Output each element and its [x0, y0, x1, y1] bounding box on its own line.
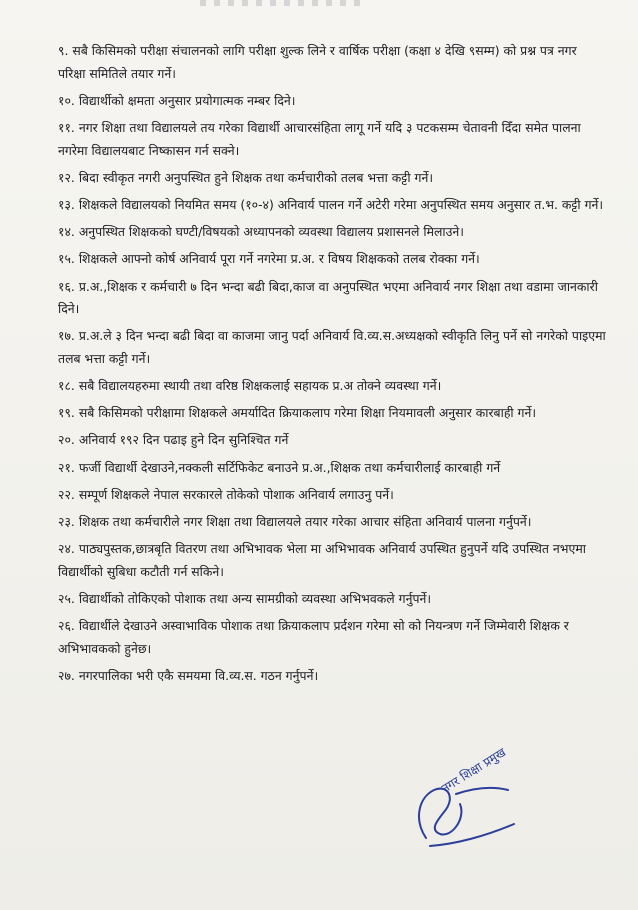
list-item: २५. विद्यार्थीको तोकिएको पोशाक तथा अन्य सामग्रीको व्यवस्था अभिभवकले गर्नुपर्ने। [58, 590, 432, 606]
rules-list [58, 40, 606, 692]
list-item: २२. सम्पूर्ण शिक्षकले नेपाल सरकारले तोकेको पोशाक अनिवार्य लगाउनु पर्ने। [58, 486, 394, 502]
top-bleed-through [200, 0, 360, 6]
list-item: १३. शिक्षकले विद्यालयको नियमित समय (१०-४) अनिवार्य पालन गर्ने अटेरी गरेमा अनुपस्थित समय अनुसार त.भ. कट्टी गर्ने। [58, 196, 604, 212]
list-item: १६. प्र.अ.,शिक्षक र कर्मचारी ७ दिन भन्दा बढी बिदा,काज वा अनुपस्थित भएमा अनिवार्य नगर शिक्षा तथा वडामा जानकारी दिने। [58, 278, 598, 317]
list-item: १७. प्र.अ.ले ३ दिन भन्दा बढी बिदा वा काजमा जानु पर्दा अनिवार्य वि.व्य.स.अध्यक्षको स्वीकृति लिनु पर्ने सो नगरेको पाइएमा तलब भत्ता कट्टी गर्ने। [58, 328, 606, 366]
list-item: १०. विद्यार्थीको क्षमता अनुसार प्रयोगात्मक नम्बर दिने। [58, 92, 296, 108]
list-item: २०. अनिवार्य १९२ दिन पढाइ हुने दिन सुनिश्चित गर्ने [58, 432, 289, 448]
list-item: ९. सबै किसिमको परीक्षा संचालनको लागि परीक्षा शुल्क लिने र वार्षिक परीक्षा (कक्षा ४ देखि ९सम्म) को प्रश्न पत्र नगर परिक्षा समितिले तयार गर्ने। [58, 43, 577, 81]
list-item: १५. शिक्षकले आफ्नो कोर्ष अनिवार्य पूरा गर्ने नगरेमा प्र.अ. र विषय शिक्षकको तलब रोक्का गर्ने। [58, 251, 480, 267]
list-item: २३. शिक्षक तथा कर्मचारीले नगर शिक्षा तथा विद्यालयले तयार गरेका आचार संहिता अनिवार्य पालना गर्नुपर्ने। [58, 514, 532, 529]
list-item: १२. बिदा स्वीकृत नगरी अनुपस्थित हुने शिक्षक तथा कर्मचारीको तलब भत्ता कट्टी गर्ने। [58, 169, 434, 185]
list-item: १८. सबै विद्यालयहरुमा स्थायी तथा वरिष्ठ शिक्षकलाई सहायक प्र.अ तोक्ने व्यवस्था गर्ने। [58, 378, 442, 394]
list-item: २७. नगरपालिका भरी एकै समयमा वि.व्य.स. गठन गर्नुपर्ने। [58, 667, 319, 683]
list-item: १९. सबै किसिमको परीक्षामा शिक्षकले अमर्यादित क्रियाकलाप गरेमा शिक्षा नियमावली अनुसार कारबाही गर्ने। [58, 405, 537, 421]
signature-title: नगर शिक्षा प्रमुख [439, 745, 509, 796]
list-item: १४. अनुपस्थित शिक्षकको घण्टी/विषयको अध्यापनको व्यवस्था विद्यालय प्रशासनले मिलाउने। [58, 224, 464, 240]
list-item: ११. नगर शिक्षा तथा विद्यालयले तय गरेका विद्यार्थी आचारसंहिता लागू गर्ने यदि ३ पटकसम्म चेतावनी दिँदा समेत पालना नगरेमा विद्यालयबाट निष्कासन गर्न सक्ने। [58, 119, 581, 158]
list-item: २६. विद्यार्थीले देखाउने अस्वाभाविक पोशाक तथा क्रियाकलाप प्रर्दशन गरेमा सो को नियन्त्रण गर्ने जिम्मेवारी शिक्षक र अभिभावकको हुनेछ। [58, 618, 569, 656]
list-item: २४. पाठ्यपुस्तक,छात्रबृति वितरण तथा अभिभावक भेला मा अभिभावक अनिवार्य उपस्थित हुनुपर्ने यदि उपस्थित नभएमा विद्यार्थीको सुबिधा कटौती गर्न सकिने। [58, 541, 586, 579]
list-item: २१. फर्जी विद्यार्थी देखाउने,नक्कली सर्टिफिकेट बनाउने प्र.अ.,शिक्षक तथा कर्मचारीलाई कारबाही गर्ने [58, 459, 501, 475]
